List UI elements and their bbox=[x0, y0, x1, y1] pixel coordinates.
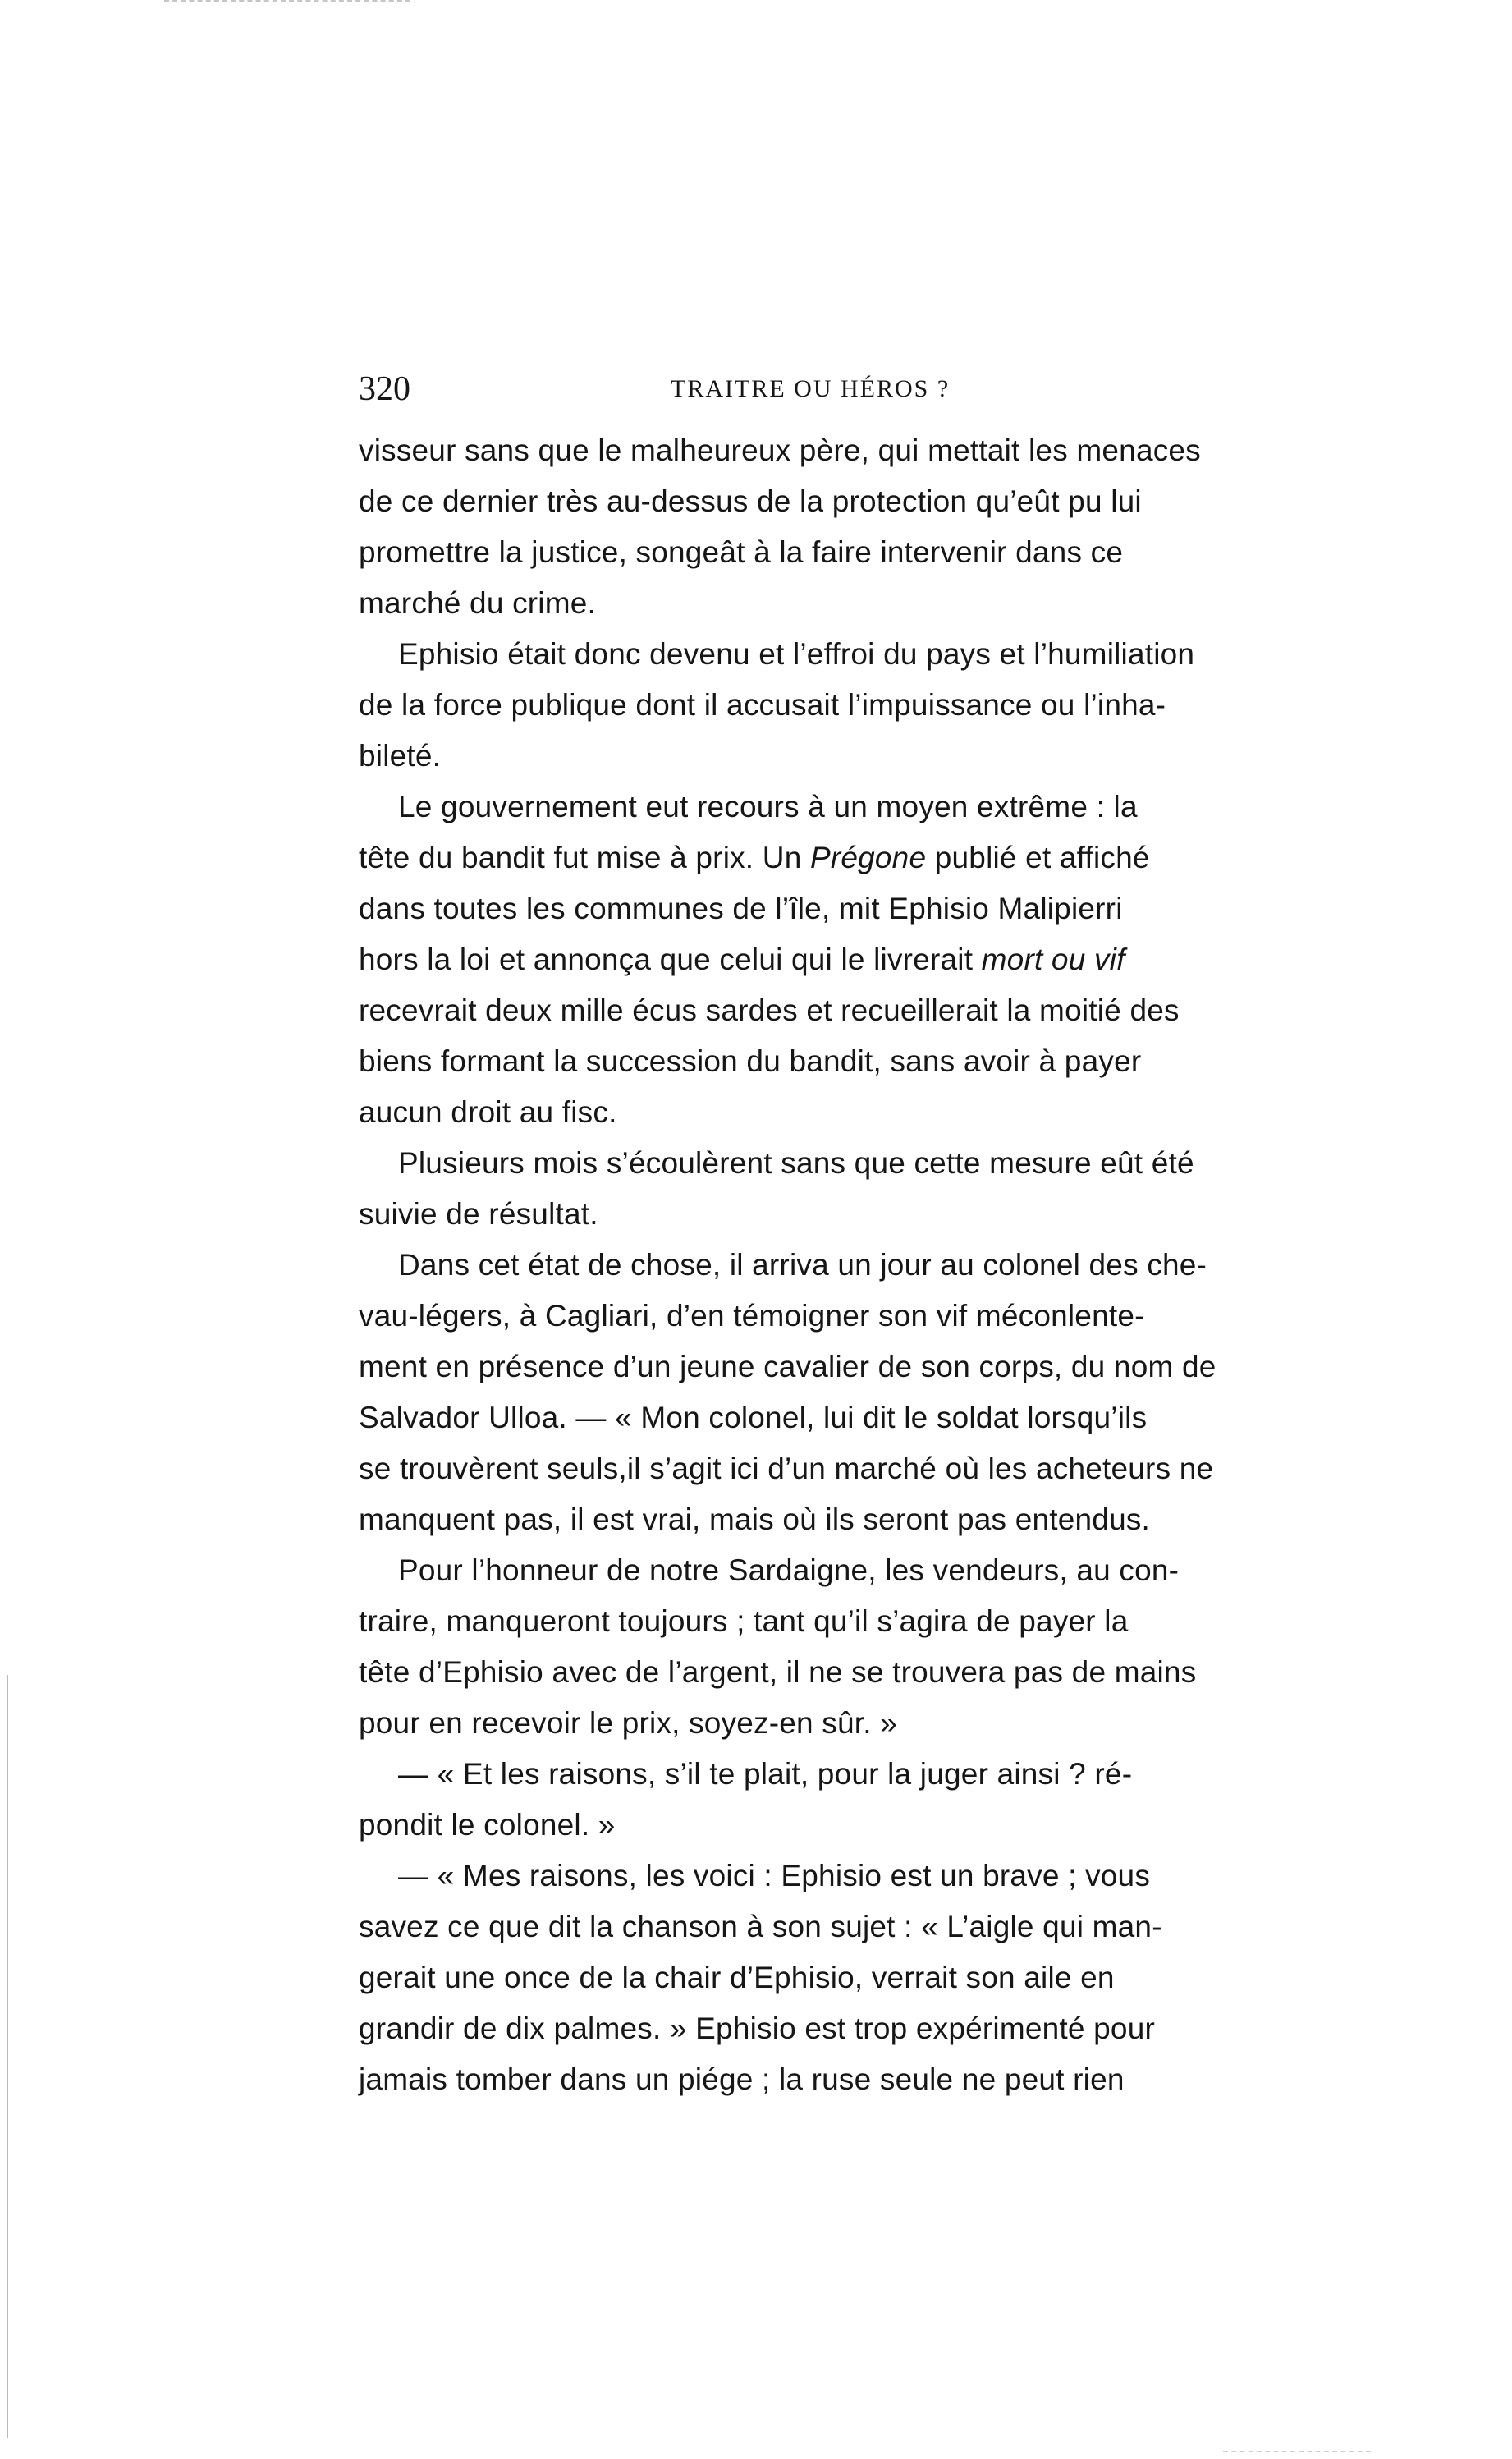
page-header bbox=[359, 365, 1294, 414]
text-line: aucun droit au fisc. bbox=[359, 1095, 617, 1129]
text-line: dans toutes les communes de l’île, mit Ephisio Malipierri bbox=[359, 892, 1123, 925]
text-line: ment en présence d’un jeune cavalier de son corps, du nom de bbox=[359, 1350, 1216, 1383]
running-title: TRAITRE OU HÉROS ? bbox=[671, 375, 951, 402]
italic-term: Prégone bbox=[809, 841, 927, 874]
text-line: — « Et les raisons, s’il te plait, pour la juger ainsi ? ré- bbox=[398, 1757, 1133, 1791]
text-line: Ephisio était donc devenu et l’effroi du pays et l’humiliation bbox=[398, 637, 1195, 671]
text-line: se trouvèrent seuls,il s’agit ici d’un marché où les acheteurs ne bbox=[359, 1452, 1214, 1485]
text-line: Dans cet état de chose, il arriva un jour au colonel des che- bbox=[398, 1248, 1207, 1282]
text-line: tête d’Ephisio avec de l’argent, il ne se trouvera pas de mains bbox=[359, 1655, 1197, 1689]
text-line: gerait une once de la chair d’Ephisio, verrait son aile en bbox=[359, 1961, 1115, 1994]
text-line bbox=[359, 934, 1253, 985]
scan-edge-marks bbox=[1223, 2451, 1371, 2454]
text-line: jamais tomber dans un piége ; la ruse seule ne peut rien bbox=[359, 2062, 1125, 2096]
text-line: suivie de résultat. bbox=[359, 1197, 598, 1231]
text-line: pour en recevoir le prix, soyez-en sûr. » bbox=[359, 1706, 898, 1740]
text-line: Salvador Ulloa. — « Mon colonel, lui dit le soldat lorsqu’ils bbox=[359, 1401, 1148, 1434]
text-line: savez ce que dit la chanson à son sujet : « L’aigle qui man- bbox=[359, 1910, 1162, 1943]
text-line: marché du crime. bbox=[359, 586, 597, 620]
scan-edge-marks bbox=[164, 0, 410, 5]
text-line: recevrait deux mille écus sardes et recueillerait la moitié des bbox=[359, 993, 1180, 1027]
text-line: pondit le colonel. » bbox=[359, 1808, 616, 1842]
body-text bbox=[359, 425, 1253, 2105]
text-line: Plusieurs mois s’écoulèrent sans que cette mesure eût été bbox=[398, 1146, 1194, 1180]
text-line: biens formant la succession du bandit, sans avoir à payer bbox=[359, 1044, 1142, 1078]
text-line: de ce dernier très au-dessus de la protection qu’eût pu lui bbox=[359, 484, 1142, 518]
text-line: promettre la justice, songeât à la faire intervenir dans ce bbox=[359, 535, 1124, 569]
text-line: bileté. bbox=[359, 739, 442, 773]
page-number: 320 bbox=[359, 370, 410, 408]
text-line: manquent pas, il est vrai, mais où ils seront pas entendus. bbox=[359, 1502, 1151, 1536]
text-line: Pour l’honneur de notre Sardaigne, les vendeurs, au con- bbox=[398, 1553, 1180, 1587]
italic-term: mort ou vif bbox=[981, 943, 1125, 976]
text-line: grandir de dix palmes. » Ephisio est trop expérimenté pour bbox=[359, 2012, 1156, 2045]
text-fragment: publié et affiché bbox=[926, 841, 1150, 874]
text-line: traire, manqueront toujours ; tant qu’il s’agira de payer la bbox=[359, 1604, 1129, 1638]
text-line: visseur sans que le malheureux père, qui mettait les menaces bbox=[359, 434, 1201, 467]
text-line bbox=[359, 833, 1253, 883]
text-line: — « Mes raisons, les voici : Ephisio est un brave ; vous bbox=[398, 1859, 1151, 1892]
text-fragment: tête du bandit fut mise à prix. Un bbox=[359, 841, 810, 874]
text-line: vau-légers, à Cagliari, d’en témoigner son vif méconlente- bbox=[359, 1299, 1145, 1333]
scan-binding-line bbox=[7, 1675, 8, 2438]
text-line: de la force publique dont il accusait l’impuissance ou l’inha- bbox=[359, 688, 1166, 722]
text-fragment: hors la loi et annonça que celui qui le livrerait bbox=[359, 943, 982, 976]
text-line: Le gouvernement eut recours à un moyen extrême : la bbox=[398, 790, 1138, 823]
